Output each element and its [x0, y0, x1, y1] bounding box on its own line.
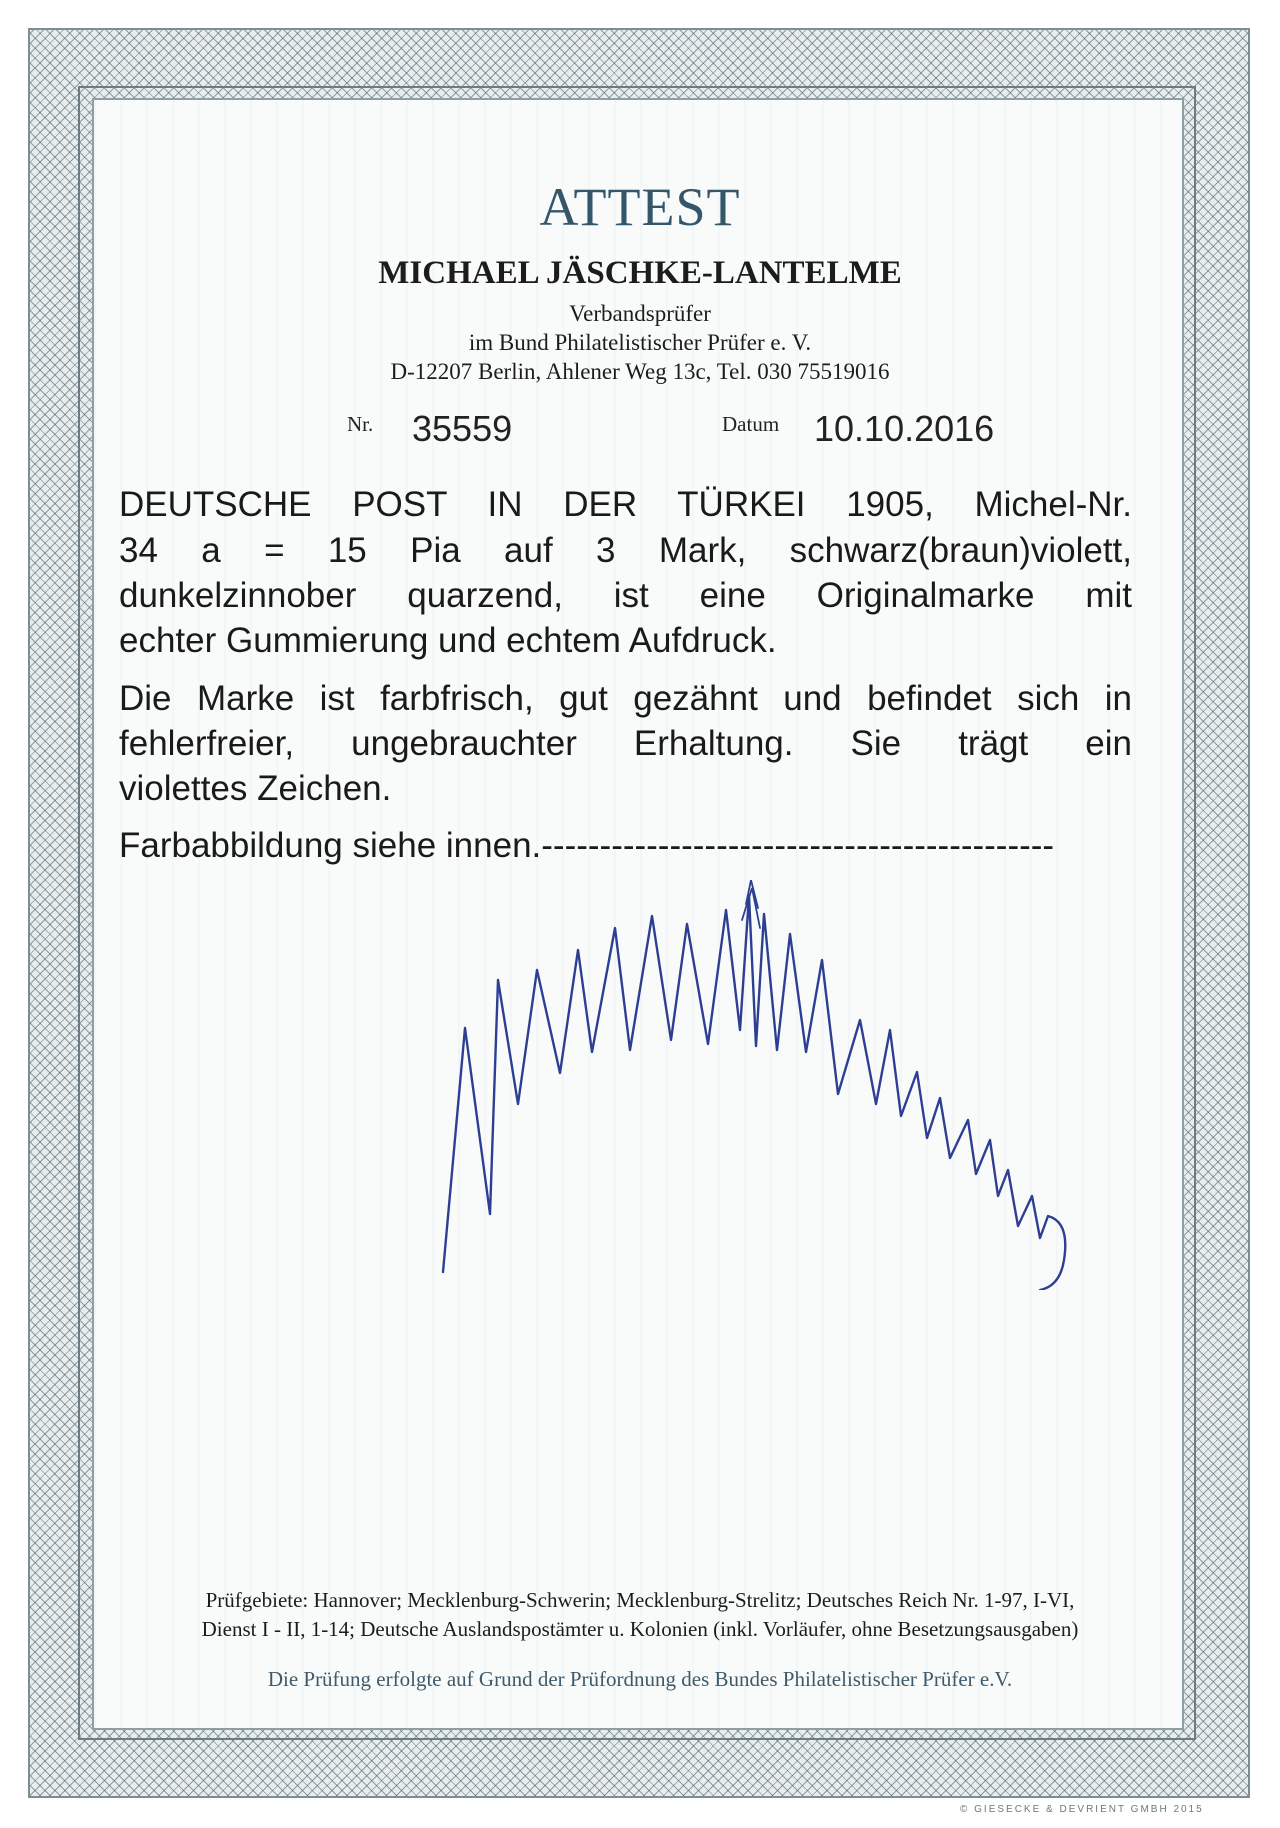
certificate-number: 35559 — [412, 408, 513, 449]
examiner-name: MICHAEL JÄSCHKE-LANTELME — [378, 255, 902, 291]
examination-areas-line-1: Prüfgebiete: Hannover; Mecklenburg-Schwerin; Mecklenburg-Strelitz; Deutsches Reich Nr. 1-97, I-VI, — [205, 1588, 1075, 1612]
date-label: Datum — [722, 412, 780, 436]
image-note: Farbabbildung siehe innen.-------------------------------------------- — [119, 826, 1055, 865]
certificate-date: 10.10.2016 — [814, 408, 995, 449]
condition-line-2: fehlerfreier, ungebrauchter Erhaltung. Sie trägt ein — [119, 724, 1132, 763]
examination-areas-line-2: Dienst I - II, 1-14; Deutsche Auslandspostämter u. Kolonien (inkl. Vorläufer, ohne Besetzungsausgaben) — [201, 1617, 1079, 1641]
association-name: im Bund Philatelistischer Prüfer e. V. — [468, 330, 812, 355]
examiner-signature — [420, 880, 1220, 1290]
description-line-1: DEUTSCHE POST IN DER TÜRKEI 1905, Michel-Nr. — [119, 485, 1132, 524]
legal-notice: Die Prüfung erfolgte auf Grund der Prüfordnung des Bundes Philatelistischer Prüfer e.V. — [267, 1667, 1013, 1691]
description-line-2: 34 a = 15 Pia auf 3 Mark, schwarz(braun)violett, — [119, 531, 1132, 570]
certificate-number-label: Nr. — [347, 412, 374, 436]
condition-line-3: violettes Zeichen. — [119, 769, 392, 808]
description-line-4: echter Gummierung und echtem Aufdruck. — [119, 621, 777, 660]
examiner-address: D-12207 Berlin, Ahlener Weg 13c, Tel. 030 75519016 — [390, 359, 890, 384]
examiner-role: Verbandsprüfer — [569, 301, 711, 326]
description-line-3: dunkelzinnober quarzend, ist eine Originalmarke mit — [119, 576, 1132, 615]
printer-imprint: © GIESECKE & DEVRIENT GMBH 2015 — [960, 1804, 1204, 1815]
certificate-title: ATTEST — [539, 177, 741, 237]
condition-line-1: Die Marke ist farbfrisch, gut gezähnt und befindet sich in — [119, 679, 1132, 718]
